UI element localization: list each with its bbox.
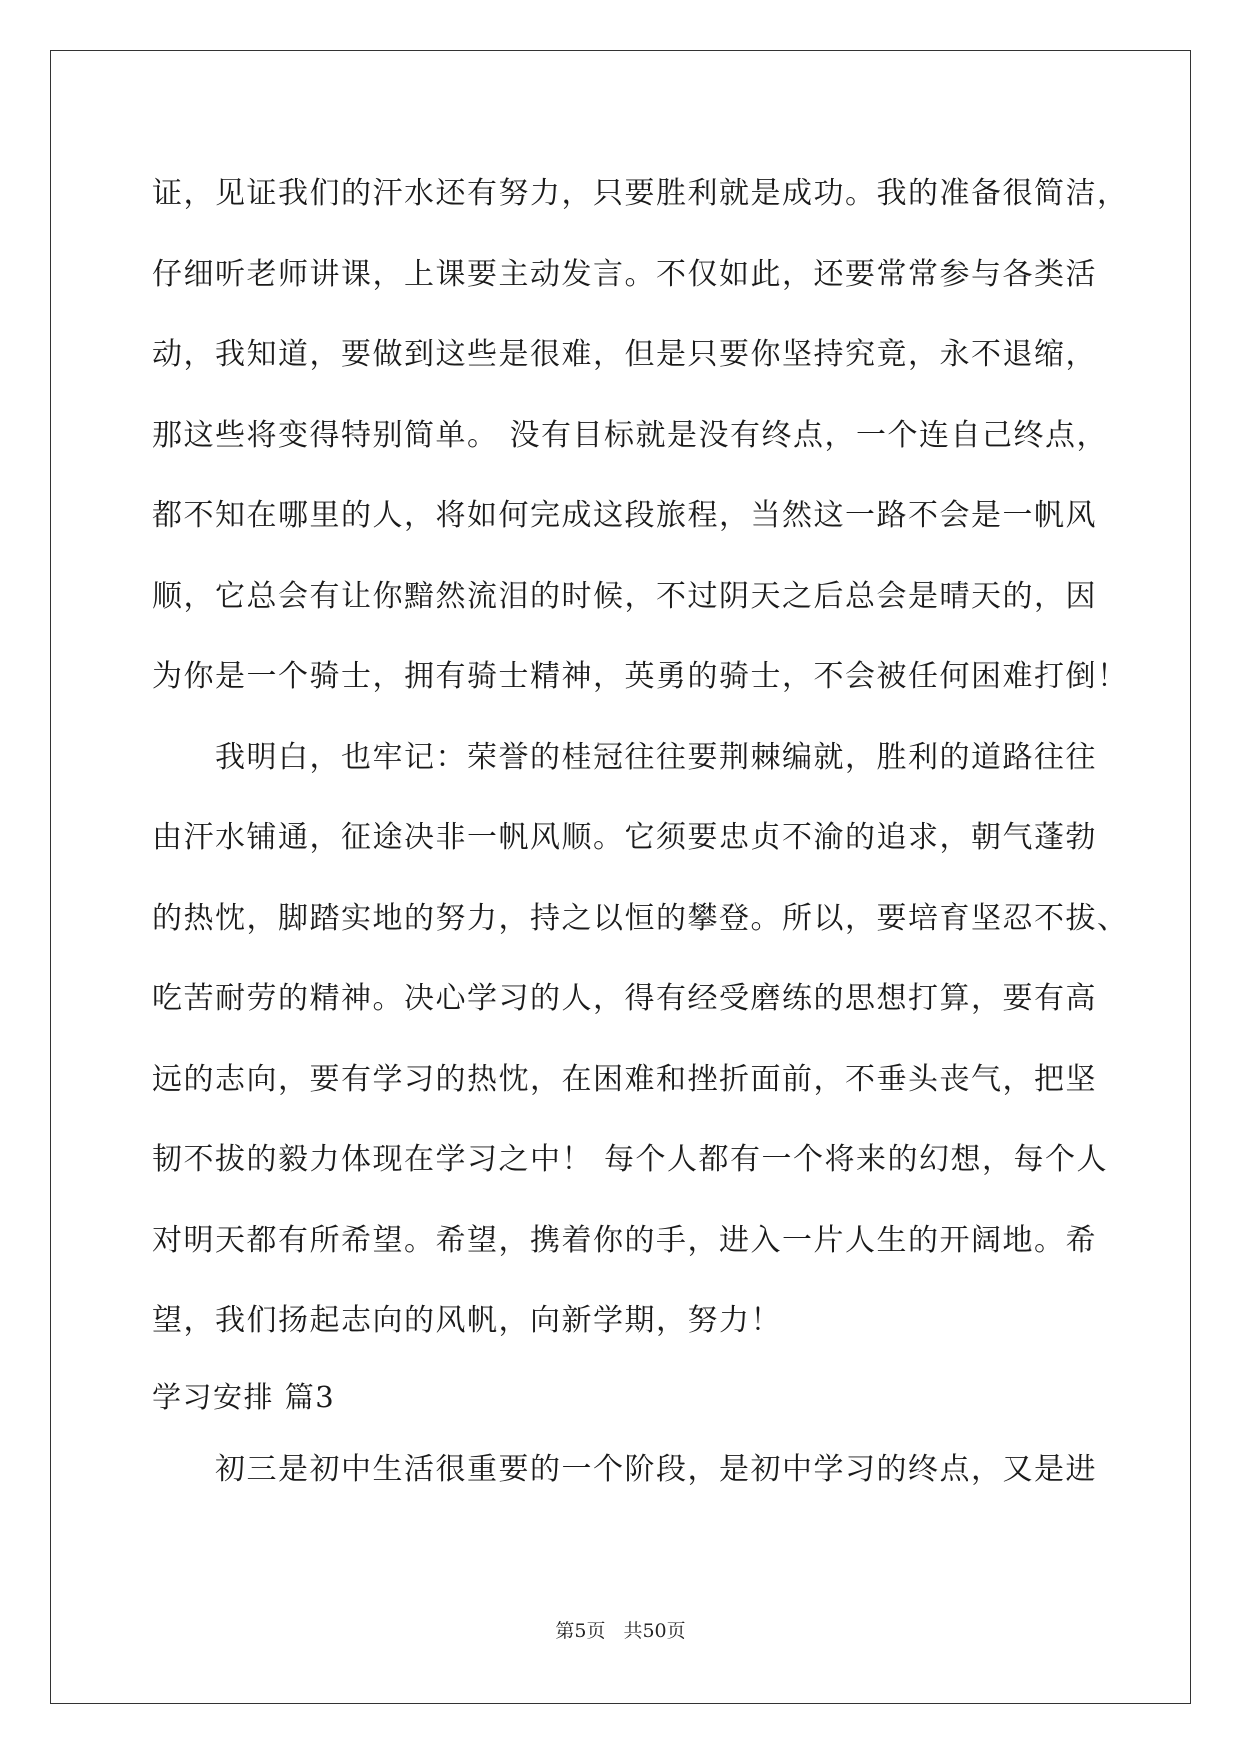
- text-line: 韧不拔的毅力体现在学习之中！ 每个人都有一个将来的幻想，每个人: [152, 1142, 1109, 1177]
- section-heading: 学习安排 篇3: [152, 1379, 336, 1414]
- document-body: [152, 164, 1129, 1520]
- text-line: 吃苦耐劳的精神。决心学习的人，得有经受磨练的思想打算，要有高: [152, 981, 1097, 1016]
- text-line: 仔细听老师讲课，上课要主动发言。不仅如此，还要常常参与各类活: [152, 256, 1097, 292]
- paragraph-start-line: 初三是初中生活很重要的一个阶段，是初中学习的终点，又是进: [215, 1451, 1097, 1487]
- text-line: 望，我们扬起志向的风帆，向新学期，努力！: [152, 1303, 782, 1338]
- text-line: 为你是一个骑士，拥有骑士精神，英勇的骑士，不会被任何困难打倒！: [152, 659, 1129, 694]
- text-line: 那这些将变得特别简单。 没有目标就是没有终点，一个连自己终点，: [152, 417, 1109, 453]
- text-line: 的热忱，脚踏实地的努力，持之以恒的攀登。所以，要培育坚忍不拔、: [152, 900, 1129, 936]
- text-line: 对明天都有所希望。希望，携着你的手，进入一片人生的开阔地。希: [152, 1222, 1097, 1258]
- text-line: 证，见证我们的汗水还有努力，只要胜利就是成功。我的准备很简洁，: [152, 176, 1129, 211]
- page-number: 第5页: [555, 1620, 606, 1642]
- page-footer: [0, 1616, 1241, 1643]
- text-line: 由汗水铺通，征途决非一帆风顺。它须要忠贞不渝的追求，朝气蓬勃: [152, 820, 1097, 855]
- paragraph-start-line: 我明白，也牢记：荣誉的桂冠往往要荆棘编就，胜利的道路往往: [215, 739, 1097, 775]
- page-total: 共50页: [623, 1620, 686, 1642]
- text-line: 都不知在哪里的人，将如何完成这段旅程，当然这一路不会是一帆风: [152, 498, 1097, 533]
- text-line: 动，我知道，要做到这些是很难，但是只要你坚持究竟，永不退缩，: [152, 337, 1097, 372]
- text-line: 远的志向，要有学习的热忱，在困难和挫折面前，不垂头丧气，把坚: [152, 1061, 1097, 1097]
- text-line: 顺，它总会有让你黯然流泪的时候，不过阴天之后总会是晴天的，因: [152, 578, 1097, 614]
